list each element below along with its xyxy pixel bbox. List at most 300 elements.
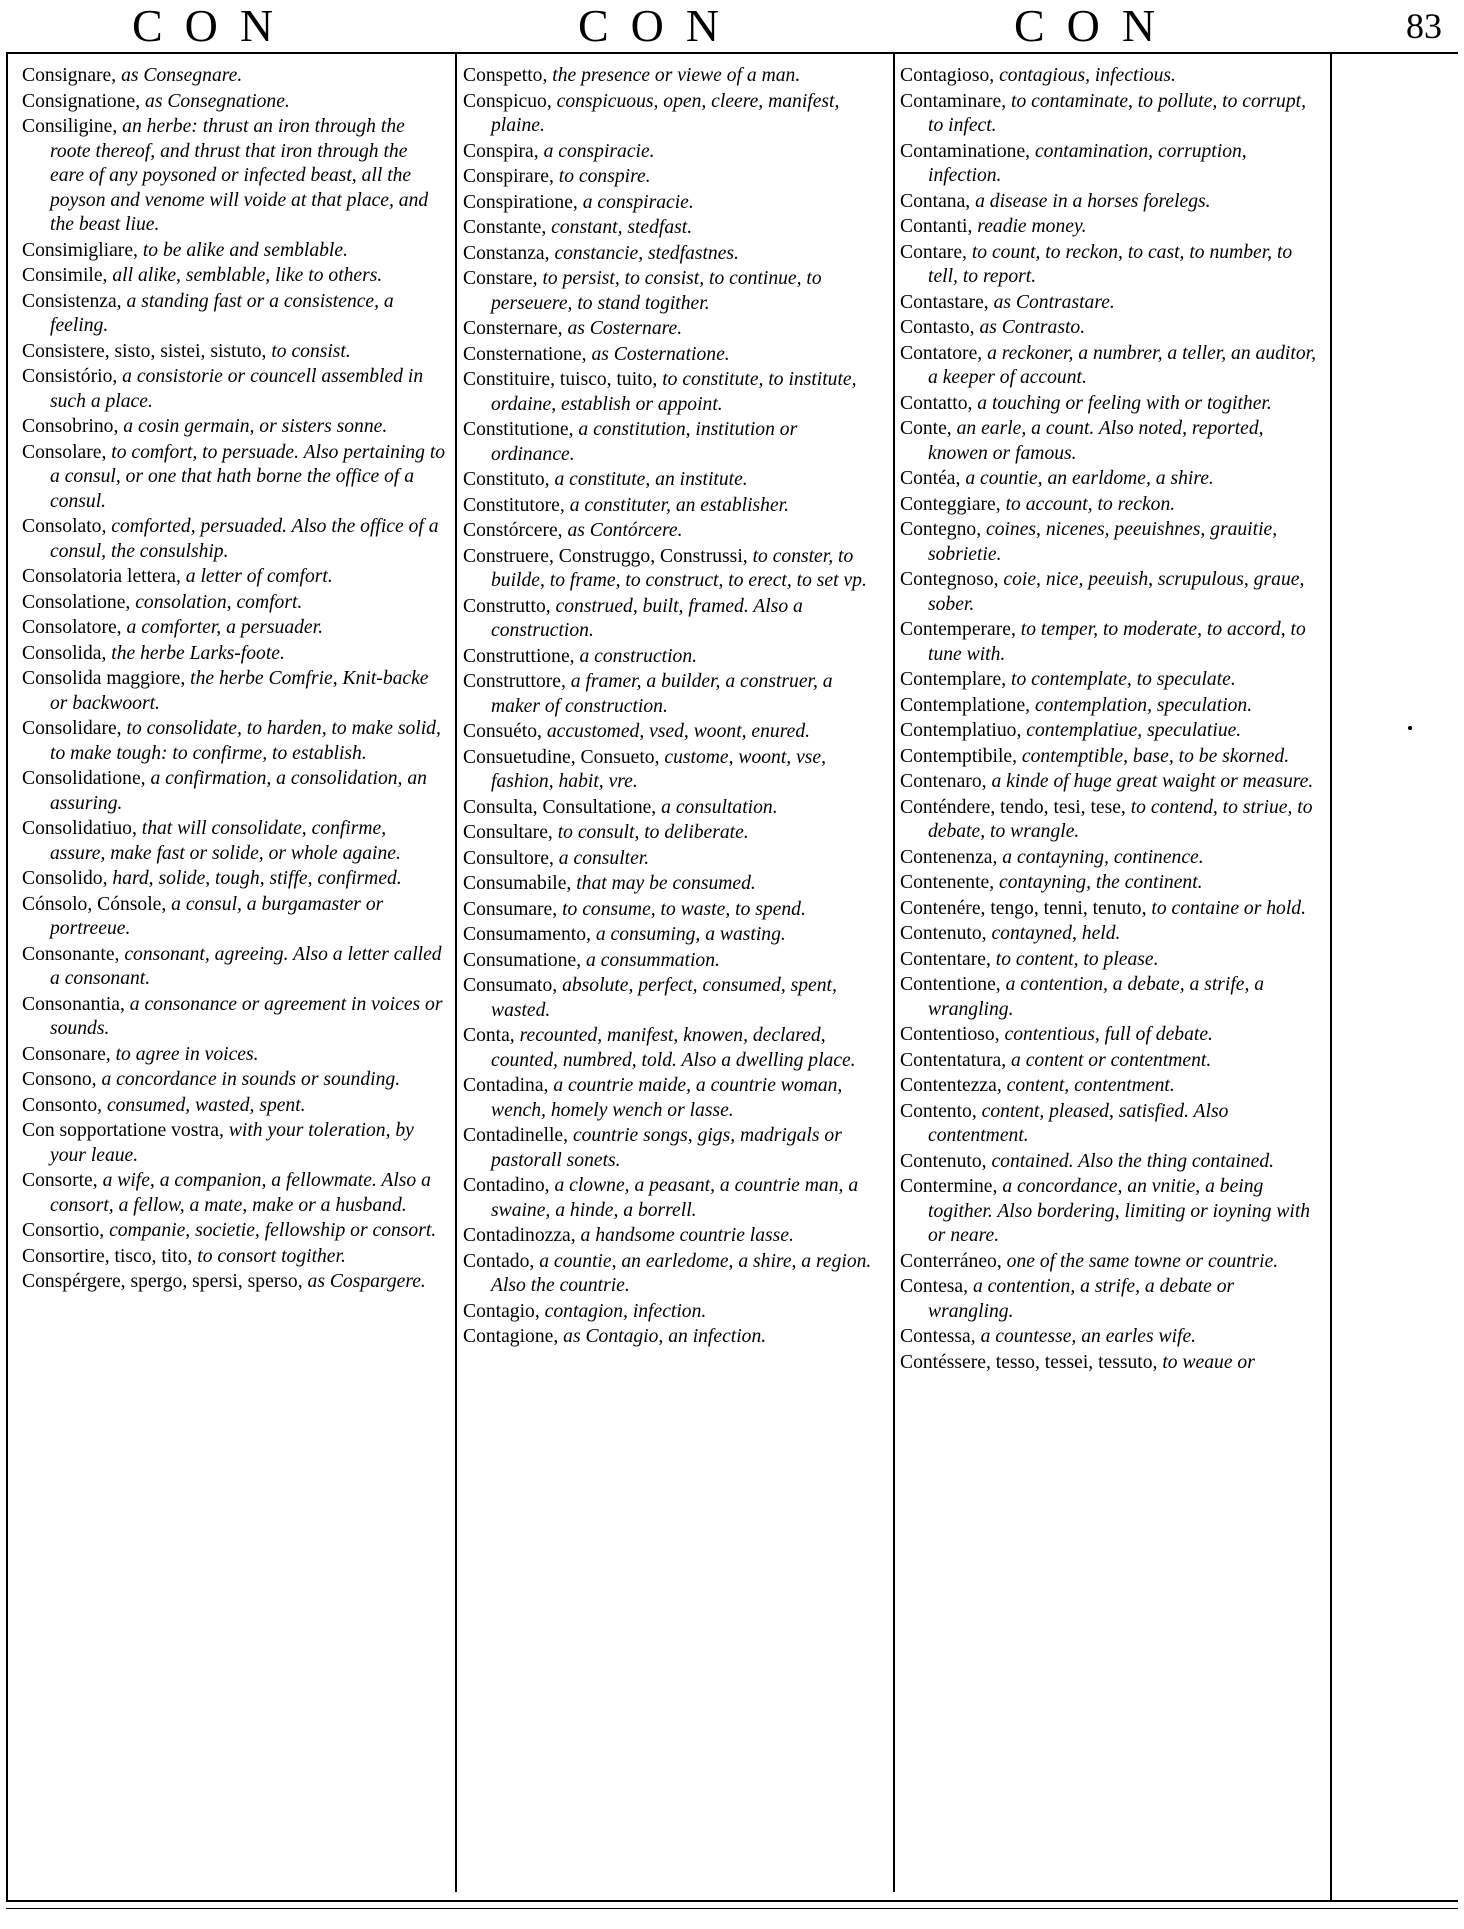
entry-definition: the herbe Larks-foote. — [111, 642, 285, 664]
entry-definition: to conster, to builde, to frame, to construct, to erect, to set vp. — [491, 545, 867, 591]
entry-headword: Consignatione, — [22, 90, 141, 112]
entry-headword: Conspérgere, spergo, spersi, sperso, — [22, 1271, 303, 1292]
dictionary-entry — [463, 1300, 883, 1325]
entry-definition: a reckoner, a numbrer, a teller, an auditor, a keeper of account. — [928, 342, 1316, 388]
dictionary-entry — [900, 1250, 1324, 1275]
entry-headword: Contento, — [900, 1100, 977, 1122]
entry-definition: constancie, stedfastnes. — [554, 242, 739, 264]
entry-headword: Consolida maggiore, — [22, 668, 186, 689]
entry-definition: a confirmation, a consolidation, an assuring. — [50, 768, 427, 814]
entry-definition: to be alike and semblable. — [142, 239, 348, 261]
entry-definition: to constitute, to institute, ordaine, establish or appoint. — [491, 369, 857, 415]
entry-headword: Conteggiare, — [900, 493, 1001, 515]
entry-definition: a constituter, an establisher. — [569, 494, 790, 516]
entry-definition: a consultation. — [661, 796, 778, 818]
entry-headword: Contesa, — [900, 1276, 969, 1297]
dictionary-entry — [463, 418, 883, 467]
running-head-center: CON — [578, 0, 742, 51]
dictionary-entry — [900, 493, 1324, 518]
entry-definition: to count, to reckon, to cast, to number, to tell, to report. — [928, 241, 1293, 287]
entry-definition: as Contórcere. — [567, 520, 683, 541]
entry-headword: Consonare, — [22, 1043, 111, 1065]
dictionary-entry — [22, 1068, 446, 1093]
dictionary-entry — [22, 115, 446, 238]
dictionary-entry — [900, 215, 1324, 240]
entry-definition: a constitution, institution or ordinance. — [491, 419, 798, 465]
dictionary-entry — [900, 1275, 1324, 1324]
footer-rule-thin — [6, 1908, 1458, 1909]
entry-headword: Constitutione, — [463, 419, 574, 440]
entry-headword: Contanti, — [900, 216, 973, 237]
dictionary-entry — [463, 1024, 883, 1073]
entry-headword: Consistere, sisto, sistei, sistuto, — [22, 340, 267, 362]
dictionary-entry — [900, 1074, 1324, 1099]
header-rule — [6, 52, 1458, 54]
entry-headword: Consimile, — [22, 265, 108, 286]
entry-headword: Consolare, — [22, 441, 107, 463]
entry-headword: Contemptibile, — [900, 745, 1018, 767]
dictionary-entry — [463, 872, 883, 897]
entry-headword: Consistenza, — [22, 290, 122, 312]
dictionary-entry — [900, 668, 1324, 693]
entry-headword: Conta, — [463, 1025, 515, 1046]
dictionary-entry — [463, 746, 883, 795]
entry-definition: a conspiracie. — [582, 191, 694, 213]
dictionary-entry — [463, 1224, 883, 1249]
entry-headword: Construtto, — [463, 595, 551, 617]
dictionary-entry — [22, 365, 446, 414]
entry-definition: a comforter, a persuader. — [126, 617, 323, 638]
column-middle — [463, 64, 883, 1894]
entry-definition: that will consolidate, confirme, assure, make fast or solide, or whole againe. — [50, 818, 401, 864]
dictionary-entry — [900, 719, 1324, 744]
dictionary-entry — [463, 494, 883, 519]
dictionary-entry — [463, 670, 883, 719]
dictionary-entry — [22, 667, 446, 716]
entry-headword: Consumato, — [463, 975, 558, 996]
entry-definition: contamination, corruption, infection. — [928, 140, 1247, 186]
entry-definition: as Costernare. — [567, 318, 683, 339]
entry-headword: Contenuto, — [900, 1150, 987, 1172]
dictionary-entry — [22, 441, 446, 515]
entry-headword: Consuéto, — [463, 721, 542, 742]
dictionary-entry — [22, 642, 446, 667]
page-header — [0, 0, 1464, 52]
entry-definition: with your toleration, by your leaue. — [50, 1120, 414, 1166]
entry-definition: content, pleased, satisfied. Also contentment. — [928, 1100, 1229, 1146]
entry-headword: Consumamento, — [463, 924, 591, 945]
dictionary-entry — [900, 1175, 1324, 1249]
dictionary-entry — [22, 1169, 446, 1218]
entry-headword: Construttione, — [463, 645, 575, 667]
entry-definition: a contention, a debate, a strife, a wrangling. — [928, 974, 1265, 1020]
dictionary-entry — [463, 923, 883, 948]
dictionary-entry — [900, 190, 1324, 215]
dictionary-entry — [900, 1023, 1324, 1048]
entry-definition: a standing fast or a consistence, a feeling. — [50, 290, 394, 336]
entry-definition: conspicuous, open, cleere, manifest, plaine. — [491, 90, 840, 136]
entry-headword: Consolidare, — [22, 718, 122, 739]
entry-definition: a constitute, an institute. — [554, 469, 748, 490]
entry-headword: Contadina, — [463, 1075, 549, 1096]
entry-definition: that may be consumed. — [576, 873, 756, 894]
entry-definition: a consummation. — [586, 949, 720, 971]
entry-definition: custome, woont, vse, fashion, habit, vre. — [491, 746, 827, 792]
entry-headword: Consiligine, — [22, 116, 118, 137]
dictionary-entry — [463, 368, 883, 417]
entry-definition: to account, to reckon. — [1005, 493, 1176, 515]
entry-definition: coie, nice, peeuish, scrupulous, graue, sober. — [928, 569, 1305, 615]
footer-rule — [6, 1900, 1458, 1902]
dictionary-entry — [463, 165, 883, 190]
entry-definition: a letter of comfort. — [185, 566, 333, 587]
dictionary-entry — [463, 216, 883, 241]
dictionary-entry — [463, 949, 883, 974]
dictionary-entry — [463, 720, 883, 745]
entry-headword: Contagioso, — [900, 65, 995, 86]
dictionary-entry — [22, 591, 446, 616]
dictionary-entry — [22, 817, 446, 866]
entry-headword: Conte, — [900, 418, 952, 439]
entry-headword: Construttore, — [463, 671, 566, 692]
entry-definition: a kinde of huge great waight or measure. — [991, 771, 1314, 792]
entry-headword: Consolidatiuo, — [22, 818, 137, 839]
entry-definition: to containe or hold. — [1151, 897, 1306, 919]
entry-headword: Contado, — [463, 1250, 535, 1272]
dictionary-entry — [22, 290, 446, 339]
entry-definition: to contemplate, to speculate. — [1011, 669, 1236, 690]
entry-definition: to consolidate, to harden, to make solid, to make tough: to confirme, to establish. — [50, 718, 441, 764]
entry-headword: Consolato, — [22, 516, 107, 537]
dictionary-entry — [900, 1150, 1324, 1175]
entry-headword: Consternatione, — [463, 343, 587, 365]
dictionary-entry — [22, 239, 446, 264]
entry-definition: a concordance, an vnitie, a being togither. Also bordering, limiting or ioyning with or neare. — [928, 1176, 1311, 1246]
dictionary-entry — [463, 847, 883, 872]
entry-headword: Contemplare, — [900, 669, 1007, 690]
entry-definition: recounted, manifest, knowen, declared, counted, numbred, told. Also a dwelling place. — [491, 1025, 856, 1071]
entry-definition: a concordance in sounds or sounding. — [101, 1069, 401, 1090]
entry-definition: to conspire. — [558, 166, 651, 187]
entry-definition: a touching or feeling with or togither. — [977, 392, 1272, 414]
column-divider-2 — [893, 52, 895, 1892]
entry-headword: Constituto, — [463, 469, 550, 490]
dictionary-entry — [900, 846, 1324, 871]
entry-definition: to contend, to striue, to debate, to wrangle. — [928, 796, 1313, 842]
entry-definition: a consistorie or councell assembled in such a place. — [50, 366, 424, 412]
entry-definition: a construction. — [579, 645, 698, 667]
dictionary-entry — [22, 717, 446, 766]
entry-definition: contemplation, speculation. — [1034, 694, 1253, 716]
entry-definition: to contaminate, to pollute, to corrupt, to infect. — [928, 90, 1306, 136]
entry-headword: Contatto, — [900, 392, 973, 414]
entry-definition: companie, societie, fellowship or consort. — [109, 1220, 437, 1241]
entry-headword: Contagio, — [463, 1300, 540, 1322]
dictionary-entry — [22, 1094, 446, 1119]
entry-definition: to temper, to moderate, to accord, to tune with. — [928, 619, 1306, 665]
dictionary-entry — [900, 140, 1324, 189]
entry-definition: consolation, comfort. — [135, 591, 303, 613]
entry-definition: as Costernatione. — [591, 343, 730, 365]
dictionary-entry — [22, 264, 446, 289]
column-left — [22, 64, 446, 1894]
dictionary-entry — [900, 392, 1324, 417]
entry-definition: coines, nicenes, peeuishnes, grauitie, sobrietie. — [928, 519, 1278, 565]
entry-headword: Contemplatiuo, — [900, 720, 1022, 741]
dictionary-entry — [900, 467, 1324, 492]
entry-headword: Consolatore, — [22, 617, 122, 638]
entry-headword: Contéa, — [900, 468, 961, 489]
entry-definition: contemptible, base, to be skorned. — [1021, 745, 1290, 767]
dictionary-entry — [900, 291, 1324, 316]
running-head-right: CON — [1014, 0, 1178, 51]
entry-headword: Contentezza, — [900, 1075, 1002, 1096]
column-divider-1 — [455, 52, 457, 1892]
entry-headword: Consonantia, — [22, 993, 125, 1015]
entry-headword: Constanza, — [463, 242, 550, 264]
entry-headword: Contéssere, tesso, tessei, tessuto, — [900, 1351, 1158, 1373]
dictionary-entry — [22, 993, 446, 1042]
entry-headword: Contentioso, — [900, 1024, 1000, 1045]
entry-headword: Conspirare, — [463, 166, 554, 187]
entry-headword: Cónsolo, Cónsole, — [22, 893, 167, 915]
dictionary-entry — [900, 618, 1324, 667]
entry-headword: Contessa, — [900, 1326, 976, 1347]
entry-headword: Contadino, — [463, 1175, 550, 1196]
entry-headword: Conspicuo, — [463, 90, 552, 112]
dictionary-entry — [22, 1245, 446, 1270]
entry-definition: as Cospargere. — [307, 1271, 426, 1292]
dictionary-entry — [463, 1250, 883, 1299]
entry-definition: constant, stedfast. — [551, 217, 693, 238]
entry-definition: as Contagio, an infection. — [563, 1326, 767, 1347]
entry-headword: Contenaro, — [900, 771, 987, 792]
entry-headword: Consuetudine, Consueto, — [463, 746, 660, 768]
dictionary-entry — [463, 821, 883, 846]
dictionary-entry — [900, 417, 1324, 466]
dictionary-entry — [463, 1124, 883, 1173]
entry-headword: Consobrino, — [22, 416, 119, 437]
entry-headword: Constante, — [463, 217, 547, 238]
dictionary-entry — [22, 1270, 446, 1295]
dictionary-entry — [900, 694, 1324, 719]
dictionary-entry — [22, 565, 446, 590]
dictionary-entry — [900, 745, 1324, 770]
entry-headword: Contermine, — [900, 1176, 998, 1197]
entry-headword: Contemplatione, — [900, 694, 1031, 716]
entry-definition: a countie, an earledome, a shire, a region. Also the countrie. — [491, 1250, 872, 1296]
entry-definition: to consort togither. — [197, 1245, 346, 1267]
entry-definition: to content, to please. — [995, 948, 1159, 970]
dictionary-entry — [22, 767, 446, 816]
entry-definition: consumed, wasted, spent. — [106, 1094, 306, 1116]
dictionary-entry — [22, 415, 446, 440]
entry-headword: Consolidatione, — [22, 768, 146, 789]
entry-definition: to consult, to deliberate. — [557, 822, 749, 843]
entry-definition: an earle, a count. Also noted, reported, knowen or famous. — [928, 418, 1264, 464]
entry-headword: Contagione, — [463, 1326, 559, 1347]
entry-headword: Contastare, — [900, 291, 989, 313]
dictionary-entry — [900, 64, 1324, 89]
entry-headword: Contegno, — [900, 519, 982, 540]
dictionary-entry — [22, 943, 446, 992]
entry-definition: a clowne, a peasant, a countrie man, a swaine, a hinde, a borrell. — [491, 1175, 859, 1221]
dictionary-entry — [900, 316, 1324, 341]
entry-headword: Conspira, — [463, 140, 539, 162]
entry-headword: Contadinozza, — [463, 1225, 576, 1246]
dictionary-entry — [463, 1174, 883, 1223]
entry-headword: Conspetto, — [463, 65, 548, 86]
entry-headword: Consumabile, — [463, 873, 572, 894]
entry-headword: Contasto, — [900, 317, 975, 338]
entry-definition: contayned, held. — [991, 923, 1121, 944]
dictionary-entry — [463, 898, 883, 923]
dictionary-entry — [900, 1100, 1324, 1149]
column-right — [900, 64, 1324, 1894]
dictionary-entry — [463, 519, 883, 544]
dictionary-entry — [900, 796, 1324, 845]
dictionary-entry — [463, 242, 883, 267]
entry-definition: a content or contentment. — [1011, 1049, 1212, 1071]
entry-definition: content, contentment. — [1006, 1075, 1175, 1096]
dictionary-entry — [463, 267, 883, 316]
entry-definition: comforted, persuaded. Also the office of a consul, the consulship. — [50, 516, 439, 562]
entry-definition: a handsome countrie lasse. — [580, 1225, 794, 1246]
entry-definition: consonant, agreeing. Also a letter called a consonant. — [50, 943, 442, 989]
entry-definition: to consist. — [271, 340, 351, 362]
right-border — [1330, 52, 1332, 1902]
dictionary-entry — [22, 1219, 446, 1244]
entry-headword: Consono, — [22, 1069, 97, 1090]
entry-headword: Consolatione, — [22, 591, 131, 613]
entry-definition: contained. Also the thing contained. — [991, 1150, 1275, 1172]
entry-definition: a countesse, an earles wife. — [980, 1326, 1197, 1347]
dictionary-entry — [463, 545, 883, 594]
entry-headword: Consorte, — [22, 1170, 98, 1191]
dictionary-entry — [900, 1325, 1324, 1350]
dictionary-entry — [463, 64, 883, 89]
dictionary-entry — [900, 948, 1324, 973]
entry-definition: countrie songs, gigs, madrigals or pastorall sonets. — [491, 1125, 842, 1171]
entry-definition: readie money. — [977, 216, 1087, 237]
entry-definition: construed, built, framed. Also a construction. — [491, 595, 803, 641]
entry-definition: a cosin germain, or sisters sonne. — [123, 416, 388, 437]
entry-headword: Contaminare, — [900, 90, 1007, 112]
dictionary-entry — [463, 796, 883, 821]
dictionary-entry — [900, 973, 1324, 1022]
entry-definition: a consonance or agreement in voices or sounds. — [50, 993, 443, 1039]
entry-definition: as Contrasto. — [979, 317, 1086, 338]
entry-definition: contentious, full of debate. — [1004, 1024, 1213, 1045]
entry-headword: Constitutore, — [463, 494, 565, 516]
entry-definition: as Contrastare. — [993, 291, 1115, 313]
dictionary-entry — [900, 922, 1324, 947]
entry-headword: Consortire, tisco, tito, — [22, 1245, 193, 1267]
dictionary-entry — [900, 897, 1324, 922]
entry-definition: a consuming, a wasting. — [595, 924, 786, 945]
entry-headword: Consolatoria lettera, — [22, 566, 181, 587]
entry-definition: contemplatiue, speculatiue. — [1026, 720, 1242, 741]
entry-headword: Contegnoso, — [900, 569, 999, 590]
dictionary-entry — [22, 1043, 446, 1068]
entry-headword: Consolido, — [22, 868, 108, 889]
entry-headword: Consultare, — [463, 822, 553, 843]
dictionary-entry — [463, 317, 883, 342]
dictionary-entry — [22, 893, 446, 942]
entry-definition: a contayning, continence. — [1002, 846, 1204, 868]
entry-headword: Contenuto, — [900, 923, 987, 944]
entry-definition: all alike, semblable, like to others. — [112, 265, 383, 286]
dictionary-entry — [900, 770, 1324, 795]
entry-definition: contayning, the continent. — [999, 872, 1203, 893]
entry-definition: to consume, to waste, to spend. — [562, 898, 806, 920]
entry-definition: a consul, a burgamaster or portreeue. — [50, 893, 384, 939]
entry-headword: Consistório, — [22, 366, 118, 387]
entry-definition: to comfort, to persuade. Also pertaining to a consul, or one that hath borne the office of a consul. — [50, 441, 446, 512]
entry-definition: a wife, a companion, a fellowmate. Also a consort, a fellow, a mate, make or a husband. — [50, 1170, 431, 1216]
entry-definition: hard, solide, tough, stiffe, confirmed. — [112, 868, 402, 889]
entry-headword: Construere, Construggo, Construssi, — [463, 545, 748, 567]
entry-definition: absolute, perfect, consumed, spent, wasted. — [491, 975, 837, 1021]
dictionary-entry — [900, 568, 1324, 617]
dictionary-entry — [900, 1049, 1324, 1074]
entry-definition: to persist, to consist, to continue, to perseuere, to stand togither. — [491, 268, 822, 314]
dictionary-entry — [463, 645, 883, 670]
entry-headword: Contemperare, — [900, 619, 1016, 640]
entry-definition: the presence or viewe of a man. — [552, 65, 801, 86]
entry-definition: a countrie maide, a countrie woman, wench, homely wench or lasse. — [491, 1075, 843, 1121]
entry-definition: one of the same towne or countrie. — [1006, 1250, 1279, 1272]
entry-headword: Contentare, — [900, 948, 991, 970]
dictionary-entry — [463, 90, 883, 139]
dictionary-entry — [900, 518, 1324, 567]
dictionary-entry — [22, 616, 446, 641]
entry-headword: Contentione, — [900, 974, 1001, 995]
entry-definition: a contention, a strife, a debate or wrangling. — [928, 1276, 1235, 1322]
entry-definition: a conspiracie. — [543, 140, 655, 162]
entry-definition: to agree in voices. — [115, 1043, 259, 1065]
dictionary-entry — [463, 595, 883, 644]
dictionary-entry — [463, 343, 883, 368]
entry-headword: Con sopportatione vostra, — [22, 1120, 224, 1141]
running-head-left: CON — [132, 0, 296, 51]
dictionary-entry — [900, 871, 1324, 896]
entry-headword: Consulta, Consultatione, — [463, 796, 657, 818]
entry-headword: Conspiratione, — [463, 191, 578, 213]
dictionary-entry — [22, 90, 446, 115]
dictionary-entry — [900, 90, 1324, 139]
dictionary-entry — [463, 140, 883, 165]
page-number: 83 — [1406, 6, 1442, 46]
entry-headword: Contaminatione, — [900, 140, 1031, 162]
entry-headword: Contare, — [900, 241, 967, 263]
entry-headword: Consolida, — [22, 642, 107, 664]
entry-definition: accustomed, vsed, woont, enured. — [546, 721, 811, 742]
dictionary-entry — [463, 1325, 883, 1350]
entry-headword: Consortio, — [22, 1220, 105, 1241]
entry-headword: Consumatione, — [463, 949, 582, 971]
dictionary-entry — [463, 468, 883, 493]
entry-definition: a framer, a builder, a construer, a maker of construction. — [491, 671, 833, 717]
entry-headword: Consultore, — [463, 847, 554, 869]
entry-definition: as Consegnatione. — [145, 90, 290, 112]
entry-headword: Consumare, — [463, 898, 558, 920]
dictionary-entry — [22, 340, 446, 365]
entry-headword: Contatore, — [900, 342, 983, 364]
entry-headword: Contentatura, — [900, 1049, 1007, 1071]
dictionary-entry — [463, 191, 883, 216]
dictionary-entry — [900, 241, 1324, 290]
